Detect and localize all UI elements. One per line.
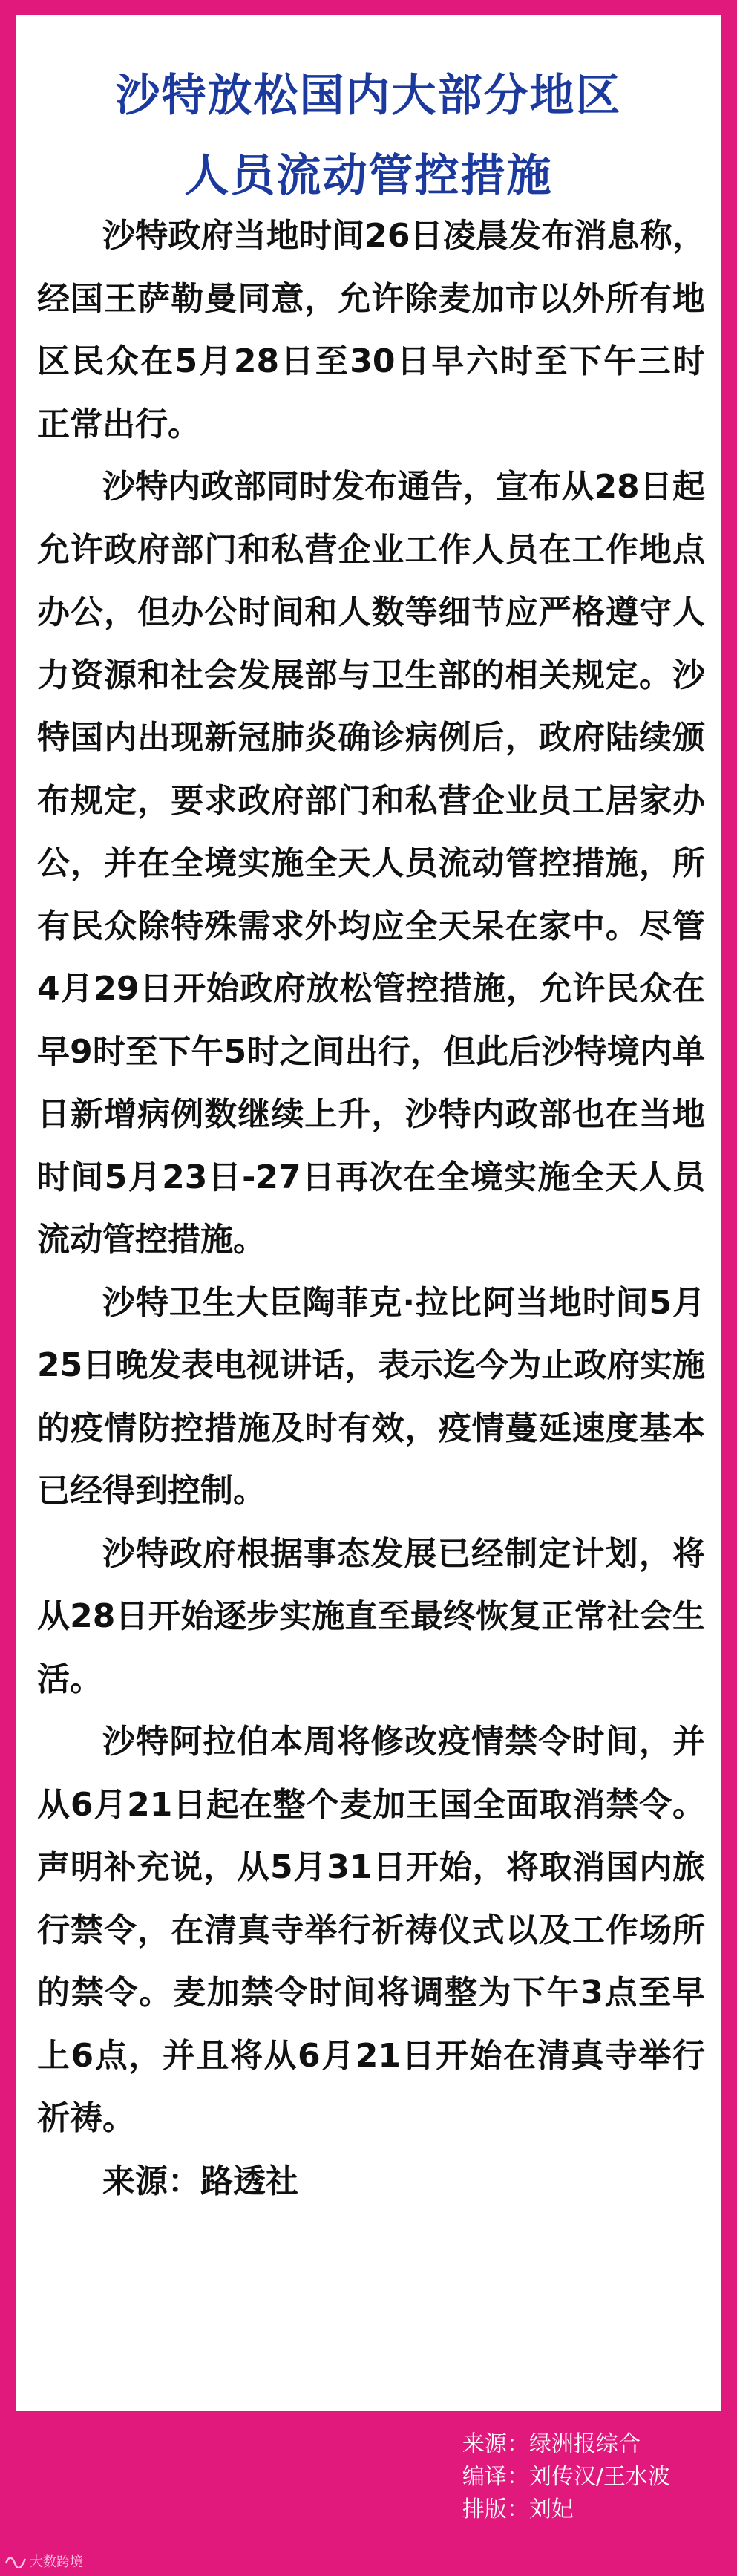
paragraph: 沙特阿拉伯本周将修改疫情禁令时间，并从6月21日起在整个麦加王国全面取消禁令。声明补充说，从5月31日开始，将取消国内旅行禁令，在清真寺举行祈祷仪式以及工作场所的禁令。麦加禁令时间将调整为下午3点至早上6点，并且将从6月21日开始在清真寺举行祈祷。 — [37, 1723, 705, 2137]
source-line: 来源：路透社 — [102, 2162, 298, 2200]
footer-source: 来源：绿洲报综合 — [462, 2431, 641, 2457]
watermark-text: 大数跨境 — [30, 2554, 83, 2570]
paragraph: 沙特政府当地时间26日凌晨发布消息称，经国王萨勒曼同意，允许除麦加市以外所有地区民众在5月28日至30日早六时至下午三时正常出行。 — [37, 217, 705, 443]
article-panel — [16, 15, 721, 2411]
article-body — [37, 205, 705, 2213]
title-line-1: 沙特放松国内大部分地区 — [115, 70, 622, 122]
wave-logo-icon — [4, 2554, 27, 2568]
title-line-2: 人员流动管控措施 — [184, 150, 553, 202]
footer-editors: 编译：刘传汉/王水波 — [462, 2464, 670, 2490]
footer-layout: 排版：刘妃 — [462, 2497, 574, 2523]
paragraph: 沙特卫生大臣陶菲克·拉比阿当地时间5月25日晚发表电视讲话，表示迄今为止政府实施的疫情防控措施及时有效，疫情蔓延速度基本已经得到控制。 — [37, 1283, 705, 1510]
article-title — [16, 56, 721, 216]
paragraph: 沙特政府根据事态发展已经制定计划，将从28日开始逐步实施直至最终恢复正常社会生活。 — [37, 1534, 705, 1698]
footer-credits — [462, 2428, 670, 2526]
watermark — [4, 2551, 83, 2571]
paragraph: 沙特内政部同时发布通告，宣布从28日起允许政府部门和私营企业工作人员在工作地点办公，但办公时间和人数等细节应严格遵守人力资源和社会发展部与卫生部的相关规定。沙特国内出现新冠肺炎确诊病例后，政府陆续颁布规定，要求政府部门和私营企业员工居家办公，并在全境实施全天人员流动管控措施，所有民众除特殊需求外均应全天呆在家中。尽管4月29日开始政府放松管控措施，允许民众在早9时至下午5时之间出行，但此后沙特境内单日新增病例数继续上升，沙特内政部也在当地时间5月23日-27日再次在全境实施全天人员流动管控措施。 — [37, 468, 705, 1259]
